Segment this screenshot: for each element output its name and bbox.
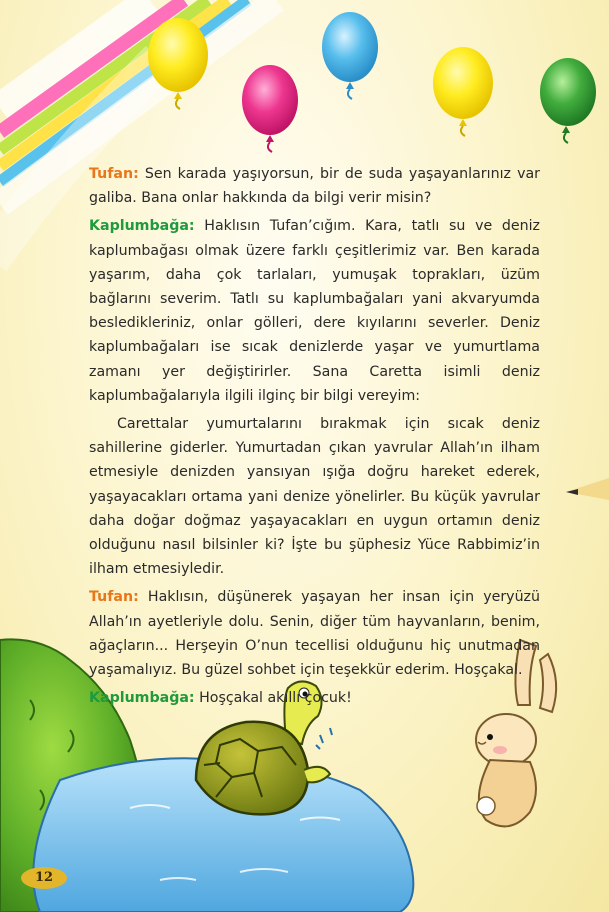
paragraph-4 (89, 585, 540, 682)
paragraph-text: Haklısın Tufan’cığım. Kara, tatlı su ve deniz kaplumbağası olmak üzere farklı çeşitlerimiz var. Ben karada yaşarım, daha çok tarlaları, yumuşak toprakları, üzüm bağlarını severim. Tatlı su kaplumbağaları yani akvaryumda besledikleriniz, onlar gölleri, dere kıyılarını severler. Deniz kaplumbağaları ise sıcak denizlerde yaşar ve yumurtlama zamanı yer değiştirirler. Sana Caretta isimli deniz kaplumbağalarıyla ilgili ilginç bir bilgi vereyim: (89, 218, 540, 404)
paragraph-2 (89, 214, 540, 408)
paragraph-text: Carettalar yumurtalarını bırakmak için sıcak deniz sahillerine giderler. Yumurtadan çıkan yavrular Allah’ın ilham etmesiyle denizden yansıyan ışığa doğru hareket ederek, yaşayacakları ortama yani denize yönelirler. Bu küçük yavrular daha doğar doğmaz yaşayacakları en uygun ortamın deniz olduğunu nasıl bilsinler ki? İşte bu şüphesiz Yüce Rabbimiz’in ilham etmesiyledir. (89, 416, 540, 578)
paragraph-3 (89, 412, 540, 581)
dialogue-text (89, 162, 540, 714)
speaker-name: Kaplumbağa: (89, 218, 195, 235)
page-number: 12 (21, 867, 67, 889)
paragraph-5 (89, 686, 540, 710)
speaker-name: Tufan: (89, 166, 139, 182)
speaker-name: Kaplumbağa: (89, 690, 195, 707)
paragraph-text: Sen karada yaşıyorsun, bir de suda yaşayanlarınız var galiba. Bana onlar hakkında da bilgi verir misin? (89, 166, 540, 207)
paragraph-text: Haklısın, düşünerek yaşayan her insan için yeryüzü Allah’ın ayetleriyle dolu. Senin, diğer tüm hayvanların, benim, ağaçların... Herşeyin O’nun tecellisi olduğunu hiç unutmadan yaşamalıyız. Bu güzel sohbet için teşekkür ederim. Hoşçakal. (89, 589, 540, 679)
pencil-tip (566, 478, 609, 500)
paragraph-text: Hoşçakal akıllı çocuk! (194, 690, 352, 707)
paragraph-1 (89, 162, 540, 210)
speaker-name: Tufan: (89, 589, 139, 606)
